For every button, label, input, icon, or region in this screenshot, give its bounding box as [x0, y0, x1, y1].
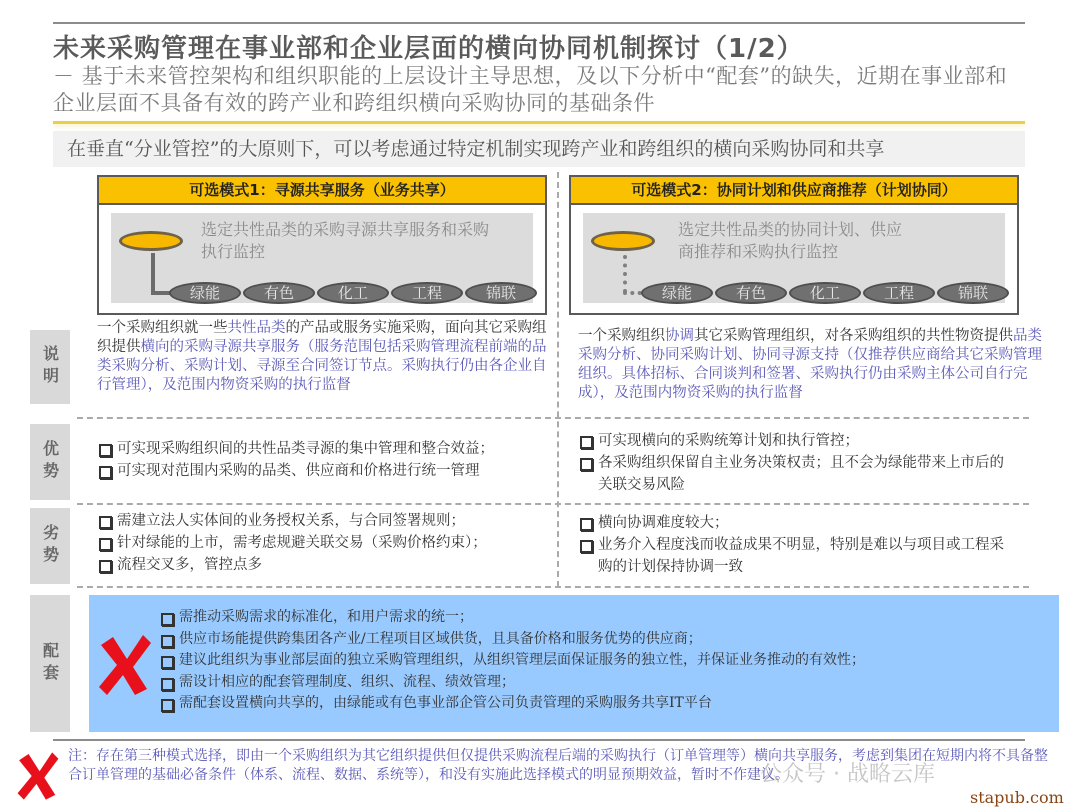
disadvantage-item: 流程交叉多，管控点多 — [97, 554, 557, 576]
business-unit-chips — [169, 282, 537, 304]
mode-1-diagram — [111, 213, 533, 303]
mode-1-title: 可选模式1：寻源共享服务（业务共享） — [99, 177, 545, 205]
mode-1-advantages — [97, 438, 552, 482]
desc-text: 其它采购管理组织，对各采购组织的共性物资提供 — [694, 328, 1013, 344]
mode-1-diagram-text: 选定共性品类的采购寻源共享服务和采购执行监控 — [201, 220, 490, 261]
advantage-item: 各采购组织保留自主业务决策权责；且不会为绿能带来上市后的关联交易风险 — [578, 452, 1008, 496]
unit-chip: 化工 — [789, 282, 861, 304]
desc-highlight: 品类采购分析、协同采购计划、协同寻源支持（仅推荐供应商给其它采购管理组织。具体招标、合同谈判和签署、采购执行仍由采购主体公司自行完成），及范围内物资采购的执行监督 — [578, 328, 1042, 401]
support-item: 需设计相应的配套管理制度、组织、流程、绩效管理； — [159, 672, 865, 694]
advantage-item: 可实现横向的采购统筹计划和执行管控； — [578, 430, 1008, 452]
row-divider — [77, 503, 1029, 505]
page-title: 未来采购管理在事业部和企业层面的横向协同机制探讨（1/2） — [53, 34, 804, 64]
mode-2-disadvantages — [578, 512, 1008, 578]
red-x-icon — [16, 750, 60, 802]
disadvantage-item: 业务介入程度浅而收益成果不明显，特别是难以与项目或工程采购的计划保持协调一致 — [578, 534, 1008, 578]
mode-2-description — [578, 327, 1043, 403]
site-link[interactable]: stapub.com — [970, 788, 1064, 807]
unit-chip: 锦联 — [465, 282, 537, 304]
unit-chip: 绿能 — [169, 282, 241, 304]
mode-1-disadvantages — [97, 510, 557, 576]
row-divider — [77, 586, 1029, 588]
desc-highlight: 协调 — [665, 328, 694, 344]
mode-2-advantages — [578, 430, 1008, 496]
dotted-connector — [623, 255, 627, 293]
column-divider — [557, 172, 559, 587]
support-item: 建议此组织为事业部层面的独立采购管理组织，从组织管理层面保证服务的独立性，并保证业务推动的有效性； — [159, 650, 865, 672]
row-label-support: 配套 — [30, 595, 70, 732]
support-item: 需配套设置横向共享的，由绿能或有色事业部企管公司负责管理的采购服务共享IT平台 — [159, 693, 865, 715]
page-subtitle: － 基于未来管控架构和组织职能的上层设计主导思想，及以下分析中“配套”的缺失，近期在事业部和企业层面不具备有效的跨产业和跨组织横向采购协同的基础条件 — [53, 64, 1008, 115]
unit-chip: 锦联 — [937, 282, 1009, 304]
mode-1-card — [97, 175, 547, 315]
top-rule — [53, 22, 1025, 24]
red-x-icon — [97, 633, 153, 697]
disadvantage-item: 针对绿能的上市，需考虑规避关联交易（采购价格约束）； — [97, 532, 557, 554]
desc-text: 一个采购组织 — [578, 328, 665, 344]
mode-2-diagram-text: 选定共性品类的协同计划、供应商推荐和采购执行监控 — [678, 220, 903, 261]
business-unit-chips — [641, 282, 1009, 304]
desc-highlight: 共性品类 — [227, 320, 286, 336]
disadvantage-item: 需建立法人实体间的业务授权关系，与合同签署规则； — [97, 510, 557, 532]
unit-chip: 绿能 — [641, 282, 713, 304]
mode-2-diagram — [583, 213, 1005, 303]
central-org-oval-icon — [119, 231, 183, 251]
support-item: 需推动采购需求的标准化，和用户需求的统一； — [159, 607, 865, 629]
footnote: 注：存在第三种模式选择，即由一个采购组织为其它组织提供但仅提供采购流程后端的采购执行（订单管理等）横向共享服务，考虑到集团在短期内将不具备整合订单管理的基础必备条件（体系、流程、数据、系统等），和没有实施此选择模式的明显预期效益，暂时不作建议。 — [68, 748, 1048, 783]
mode-1-description — [97, 319, 547, 395]
bottom-rule — [53, 739, 1025, 741]
disadvantage-item: 横向协调难度较大； — [578, 512, 1008, 534]
central-org-oval-icon — [591, 231, 655, 251]
row-divider — [77, 417, 1029, 419]
mode-2-title: 可选模式2：协同计划和供应商推荐（计划协同） — [571, 177, 1017, 205]
support-item: 供应市场能提供跨集团各产业/工程项目区域供货，且具备价格和服务优势的供应商； — [159, 629, 865, 651]
desc-text: 的产品或服务实施采购，面向其它采购组织提供 — [97, 320, 547, 355]
row-label-advantages: 优势 — [30, 424, 70, 500]
support-panel — [89, 595, 1059, 732]
row-label-description: 说明 — [30, 330, 70, 404]
unit-chip: 工程 — [863, 282, 935, 304]
unit-chip: 有色 — [715, 282, 787, 304]
watermark: 公众号 · 战略云库 — [760, 762, 935, 787]
mode-2-card — [569, 175, 1019, 315]
unit-chip: 工程 — [391, 282, 463, 304]
principle-banner: 在垂直“分业管控”的大原则下，可以考虑通过特定机制实现跨产业和跨组织的横向采购协同和共享 — [53, 131, 1025, 167]
unit-chip: 化工 — [317, 282, 389, 304]
desc-highlight: 横向的采购寻源共享服务（服务范围包括采购管理流程前端的品类采购分析、采购计划、寻源至合同签订节点。采购执行仍由各企业自行管理），及范围内物资采购的执行监督 — [97, 339, 547, 393]
support-requirements — [159, 607, 865, 715]
solid-connector — [151, 253, 155, 293]
advantage-item: 可实现采购组织间的共性品类寻源的集中管理和整合效益； — [97, 438, 552, 460]
unit-chip: 有色 — [243, 282, 315, 304]
desc-text: 一个采购组织就一些 — [97, 320, 228, 336]
row-label-disadvantages: 劣势 — [30, 508, 70, 584]
advantage-item: 可实现对范围内采购的品类、供应商和价格进行统一管理 — [97, 460, 552, 482]
header-underline — [53, 121, 1025, 124]
